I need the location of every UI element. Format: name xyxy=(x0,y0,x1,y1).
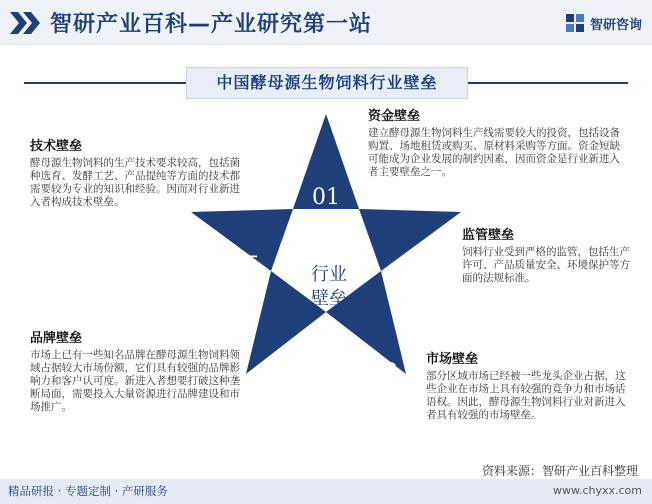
footer-website[interactable]: www.chyxx.com xyxy=(552,484,642,497)
double-chevron-icon xyxy=(10,12,44,34)
zhiyan-logo-icon xyxy=(565,13,585,33)
star-number-02: 02 xyxy=(402,253,430,278)
brand[interactable] xyxy=(565,12,642,34)
technology-barrier-block xyxy=(30,138,246,209)
brand-barrier-title: 品牌壁垒 xyxy=(30,331,83,346)
capital-barrier-block xyxy=(368,108,620,179)
star-number-04: 04 xyxy=(258,360,286,385)
center-label-line1: 行业 xyxy=(311,264,347,285)
regulation-barrier-title: 监管壁垒 xyxy=(462,228,515,243)
brand-name: 智研咨询 xyxy=(589,17,642,33)
regulation-barrier-text: 饲料行业受到严格的监管，包括生产许可、产品质量安全、环境保护等方面的法规标准。 xyxy=(462,246,630,284)
star-number-05: 05 xyxy=(232,253,260,278)
star-number-01: 01 xyxy=(312,185,340,210)
bottom-bar xyxy=(0,479,652,504)
regulation-barrier-block xyxy=(462,227,638,285)
market-barrier-text: 部分区域市场已经被一些龙头企业占据，这些企业在市场上具有较强的竞争力和市场话语权。因此，酵母源生物饲料行业对新进入者具有较强的市场壁垒。 xyxy=(426,370,626,421)
source-note: 资料来源：智研产业百科整理 xyxy=(481,464,638,478)
title-rule-right xyxy=(466,82,628,84)
capital-barrier-text: 建立酵母源生物饲料生产线需要较大的投资，包括设备购置、场地租赁或购买、原材料采购等方面。资金短缺可能成为企业发展的制约因素，因而资金是行业新进入者主要壁垒之一。 xyxy=(368,127,620,178)
main-title-band xyxy=(186,67,468,99)
star-number-03: 03 xyxy=(370,360,398,385)
market-barrier-block xyxy=(426,351,634,422)
market-barrier-title: 市场壁垒 xyxy=(426,352,479,367)
main-title: 中国酵母源生物饲料行业壁垒 xyxy=(216,73,438,92)
technology-barrier-title: 技术壁垒 xyxy=(30,139,83,154)
footer-tagline: 精品研报 · 专题定制 · 产研服务 xyxy=(8,484,168,498)
technology-barrier-text: 酵母源生物饲料的生产技术要求较高，包括菌种选育、发酵工艺、产品提纯等方面的技术都需要较为专业的知识和经验。因而对行业新进入者构成技术壁垒。 xyxy=(30,157,240,208)
capital-barrier-title: 资金壁垒 xyxy=(368,109,421,124)
header-title: 智研产业百科—产业研究第一站 xyxy=(50,12,373,37)
center-label-line2: 壁垒 xyxy=(311,288,347,309)
brand-barrier-text: 市场上已有一些知名品牌在酵母源生物饲料领域占据较大市场份额，它们具有较强的品牌影响力和客户认可度。新进入者想要打破这种垄断局面，需要投入大量资源进行品牌建设和市场推广。 xyxy=(30,349,240,413)
brand-barrier-block xyxy=(30,330,242,414)
header-bar xyxy=(0,0,652,45)
title-rule-left xyxy=(24,82,186,84)
